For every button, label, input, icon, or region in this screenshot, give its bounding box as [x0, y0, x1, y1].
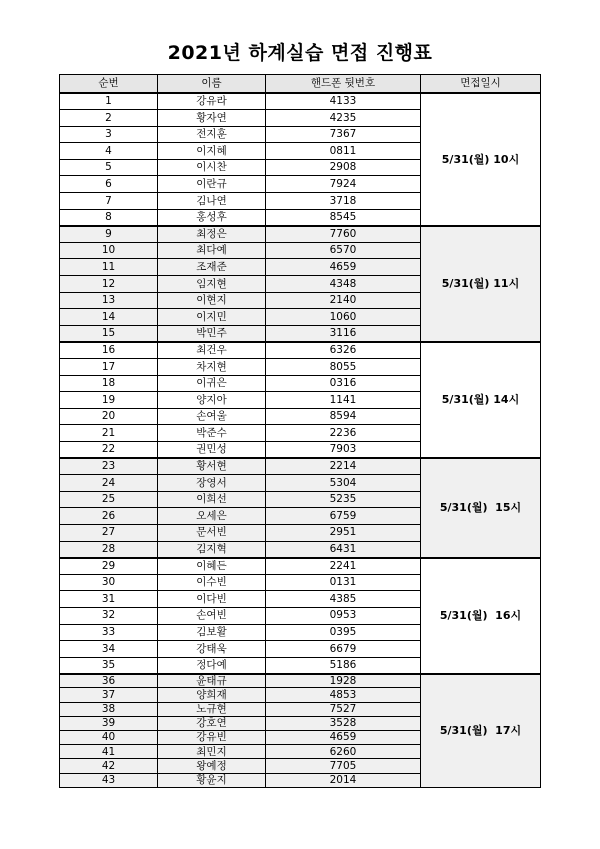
header-no: 순번	[60, 75, 158, 94]
cell-name: 권민성	[158, 441, 266, 458]
cell-name: 최다예	[158, 242, 266, 259]
interview-time-cell: 5/31(월) 17시	[421, 674, 541, 788]
interview-time-cell: 5/31(월) 10시	[421, 93, 541, 226]
cell-name: 오세은	[158, 508, 266, 525]
cell-phone: 8055	[266, 359, 421, 376]
interview-time-cell: 5/31(월) 14시	[421, 342, 541, 458]
table-body	[60, 93, 541, 787]
cell-phone: 7760	[266, 226, 421, 243]
cell-phone: 4659	[266, 731, 421, 745]
cell-no: 34	[60, 641, 158, 658]
cell-phone: 7527	[266, 702, 421, 716]
cell-no: 38	[60, 702, 158, 716]
cell-name: 이혜든	[158, 558, 266, 575]
cell-no: 8	[60, 209, 158, 226]
cell-name: 황윤지	[158, 773, 266, 787]
cell-name: 이다빈	[158, 591, 266, 608]
cell-phone: 5186	[266, 657, 421, 674]
table-row	[60, 342, 541, 359]
cell-name: 강유빈	[158, 731, 266, 745]
interview-time-cell: 5/31(월) 15시	[421, 458, 541, 558]
cell-no: 33	[60, 624, 158, 641]
cell-no: 26	[60, 508, 158, 525]
cell-phone: 0395	[266, 624, 421, 641]
cell-phone: 8545	[266, 209, 421, 226]
table-row	[60, 558, 541, 575]
cell-name: 손여울	[158, 408, 266, 425]
cell-name: 강태욱	[158, 641, 266, 658]
cell-no: 25	[60, 491, 158, 508]
cell-phone: 6260	[266, 745, 421, 759]
cell-phone: 2214	[266, 458, 421, 475]
cell-no: 11	[60, 259, 158, 276]
cell-name: 이시찬	[158, 159, 266, 176]
cell-name: 윤태규	[158, 674, 266, 688]
cell-name: 장영서	[158, 475, 266, 492]
cell-phone: 4659	[266, 259, 421, 276]
cell-phone: 2236	[266, 425, 421, 442]
cell-name: 김지혁	[158, 541, 266, 558]
cell-phone: 0953	[266, 607, 421, 624]
cell-name: 임지현	[158, 276, 266, 293]
cell-phone: 1928	[266, 674, 421, 688]
cell-name: 홍성후	[158, 209, 266, 226]
cell-phone: 4348	[266, 276, 421, 293]
cell-name: 양지아	[158, 392, 266, 409]
cell-phone: 1141	[266, 392, 421, 409]
cell-phone: 3528	[266, 716, 421, 730]
cell-name: 김나연	[158, 193, 266, 210]
cell-phone: 6759	[266, 508, 421, 525]
cell-name: 정다예	[158, 657, 266, 674]
cell-no: 22	[60, 441, 158, 458]
cell-phone: 6431	[266, 541, 421, 558]
cell-no: 28	[60, 541, 158, 558]
cell-no: 24	[60, 475, 158, 492]
cell-no: 1	[60, 93, 158, 110]
cell-no: 37	[60, 688, 158, 702]
cell-phone: 3718	[266, 193, 421, 210]
cell-no: 29	[60, 558, 158, 575]
cell-phone: 4385	[266, 591, 421, 608]
header-phone: 핸드폰 뒷번호	[266, 75, 421, 94]
interview-schedule-table	[59, 74, 541, 788]
cell-no: 3	[60, 126, 158, 143]
cell-name: 이희선	[158, 491, 266, 508]
cell-no: 2	[60, 110, 158, 127]
cell-name: 손여빈	[158, 607, 266, 624]
cell-no: 43	[60, 773, 158, 787]
cell-name: 박준수	[158, 425, 266, 442]
cell-name: 김보활	[158, 624, 266, 641]
cell-name: 왕예정	[158, 759, 266, 773]
cell-name: 강유라	[158, 93, 266, 110]
cell-phone: 8594	[266, 408, 421, 425]
cell-name: 이란규	[158, 176, 266, 193]
cell-name: 전지훈	[158, 126, 266, 143]
cell-no: 17	[60, 359, 158, 376]
table-row	[60, 226, 541, 243]
cell-no: 18	[60, 375, 158, 392]
cell-name: 이수빈	[158, 574, 266, 591]
cell-name: 이지혜	[158, 143, 266, 160]
cell-name: 이지민	[158, 309, 266, 326]
cell-name: 문서빈	[158, 524, 266, 541]
cell-no: 6	[60, 176, 158, 193]
cell-phone: 7924	[266, 176, 421, 193]
cell-phone: 2908	[266, 159, 421, 176]
cell-no: 9	[60, 226, 158, 243]
cell-name: 양희재	[158, 688, 266, 702]
cell-no: 41	[60, 745, 158, 759]
cell-phone: 6326	[266, 342, 421, 359]
cell-no: 30	[60, 574, 158, 591]
cell-no: 19	[60, 392, 158, 409]
cell-phone: 2014	[266, 773, 421, 787]
cell-name: 최건우	[158, 342, 266, 359]
cell-name: 황자연	[158, 110, 266, 127]
cell-name: 강호연	[158, 716, 266, 730]
cell-no: 21	[60, 425, 158, 442]
interview-time-cell: 5/31(월) 11시	[421, 226, 541, 342]
cell-phone: 4133	[266, 93, 421, 110]
cell-no: 4	[60, 143, 158, 160]
table-row	[60, 674, 541, 688]
cell-name: 최정은	[158, 226, 266, 243]
cell-name: 이현지	[158, 292, 266, 309]
table-row	[60, 458, 541, 475]
cell-phone: 6570	[266, 242, 421, 259]
cell-no: 12	[60, 276, 158, 293]
cell-no: 23	[60, 458, 158, 475]
cell-phone: 0316	[266, 375, 421, 392]
cell-phone: 7367	[266, 126, 421, 143]
cell-phone: 7903	[266, 441, 421, 458]
cell-no: 13	[60, 292, 158, 309]
cell-phone: 4235	[266, 110, 421, 127]
cell-name: 조재준	[158, 259, 266, 276]
interview-time-cell: 5/31(월) 16시	[421, 558, 541, 674]
table-row	[60, 93, 541, 110]
cell-phone: 7705	[266, 759, 421, 773]
cell-no: 7	[60, 193, 158, 210]
cell-no: 16	[60, 342, 158, 359]
cell-phone: 3116	[266, 325, 421, 342]
cell-no: 14	[60, 309, 158, 326]
cell-name: 최민지	[158, 745, 266, 759]
cell-no: 35	[60, 657, 158, 674]
cell-name: 노규현	[158, 702, 266, 716]
cell-name: 이귀은	[158, 375, 266, 392]
cell-no: 10	[60, 242, 158, 259]
cell-no: 42	[60, 759, 158, 773]
cell-no: 15	[60, 325, 158, 342]
cell-no: 36	[60, 674, 158, 688]
cell-phone: 0811	[266, 143, 421, 160]
cell-no: 32	[60, 607, 158, 624]
cell-no: 5	[60, 159, 158, 176]
page-title: 2021년 하계실습 면접 진행표	[167, 42, 433, 64]
cell-no: 31	[60, 591, 158, 608]
table-header-row	[60, 75, 541, 94]
header-time: 면접일시	[421, 75, 541, 94]
cell-name: 차지현	[158, 359, 266, 376]
header-name: 이름	[158, 75, 266, 94]
cell-name: 황서현	[158, 458, 266, 475]
cell-no: 40	[60, 731, 158, 745]
cell-phone: 4853	[266, 688, 421, 702]
cell-phone: 2951	[266, 524, 421, 541]
cell-phone: 2140	[266, 292, 421, 309]
cell-phone: 1060	[266, 309, 421, 326]
cell-no: 27	[60, 524, 158, 541]
cell-phone: 2241	[266, 558, 421, 575]
cell-phone: 6679	[266, 641, 421, 658]
cell-phone: 5235	[266, 491, 421, 508]
cell-no: 20	[60, 408, 158, 425]
cell-phone: 0131	[266, 574, 421, 591]
cell-no: 39	[60, 716, 158, 730]
cell-name: 박민주	[158, 325, 266, 342]
cell-phone: 5304	[266, 475, 421, 492]
